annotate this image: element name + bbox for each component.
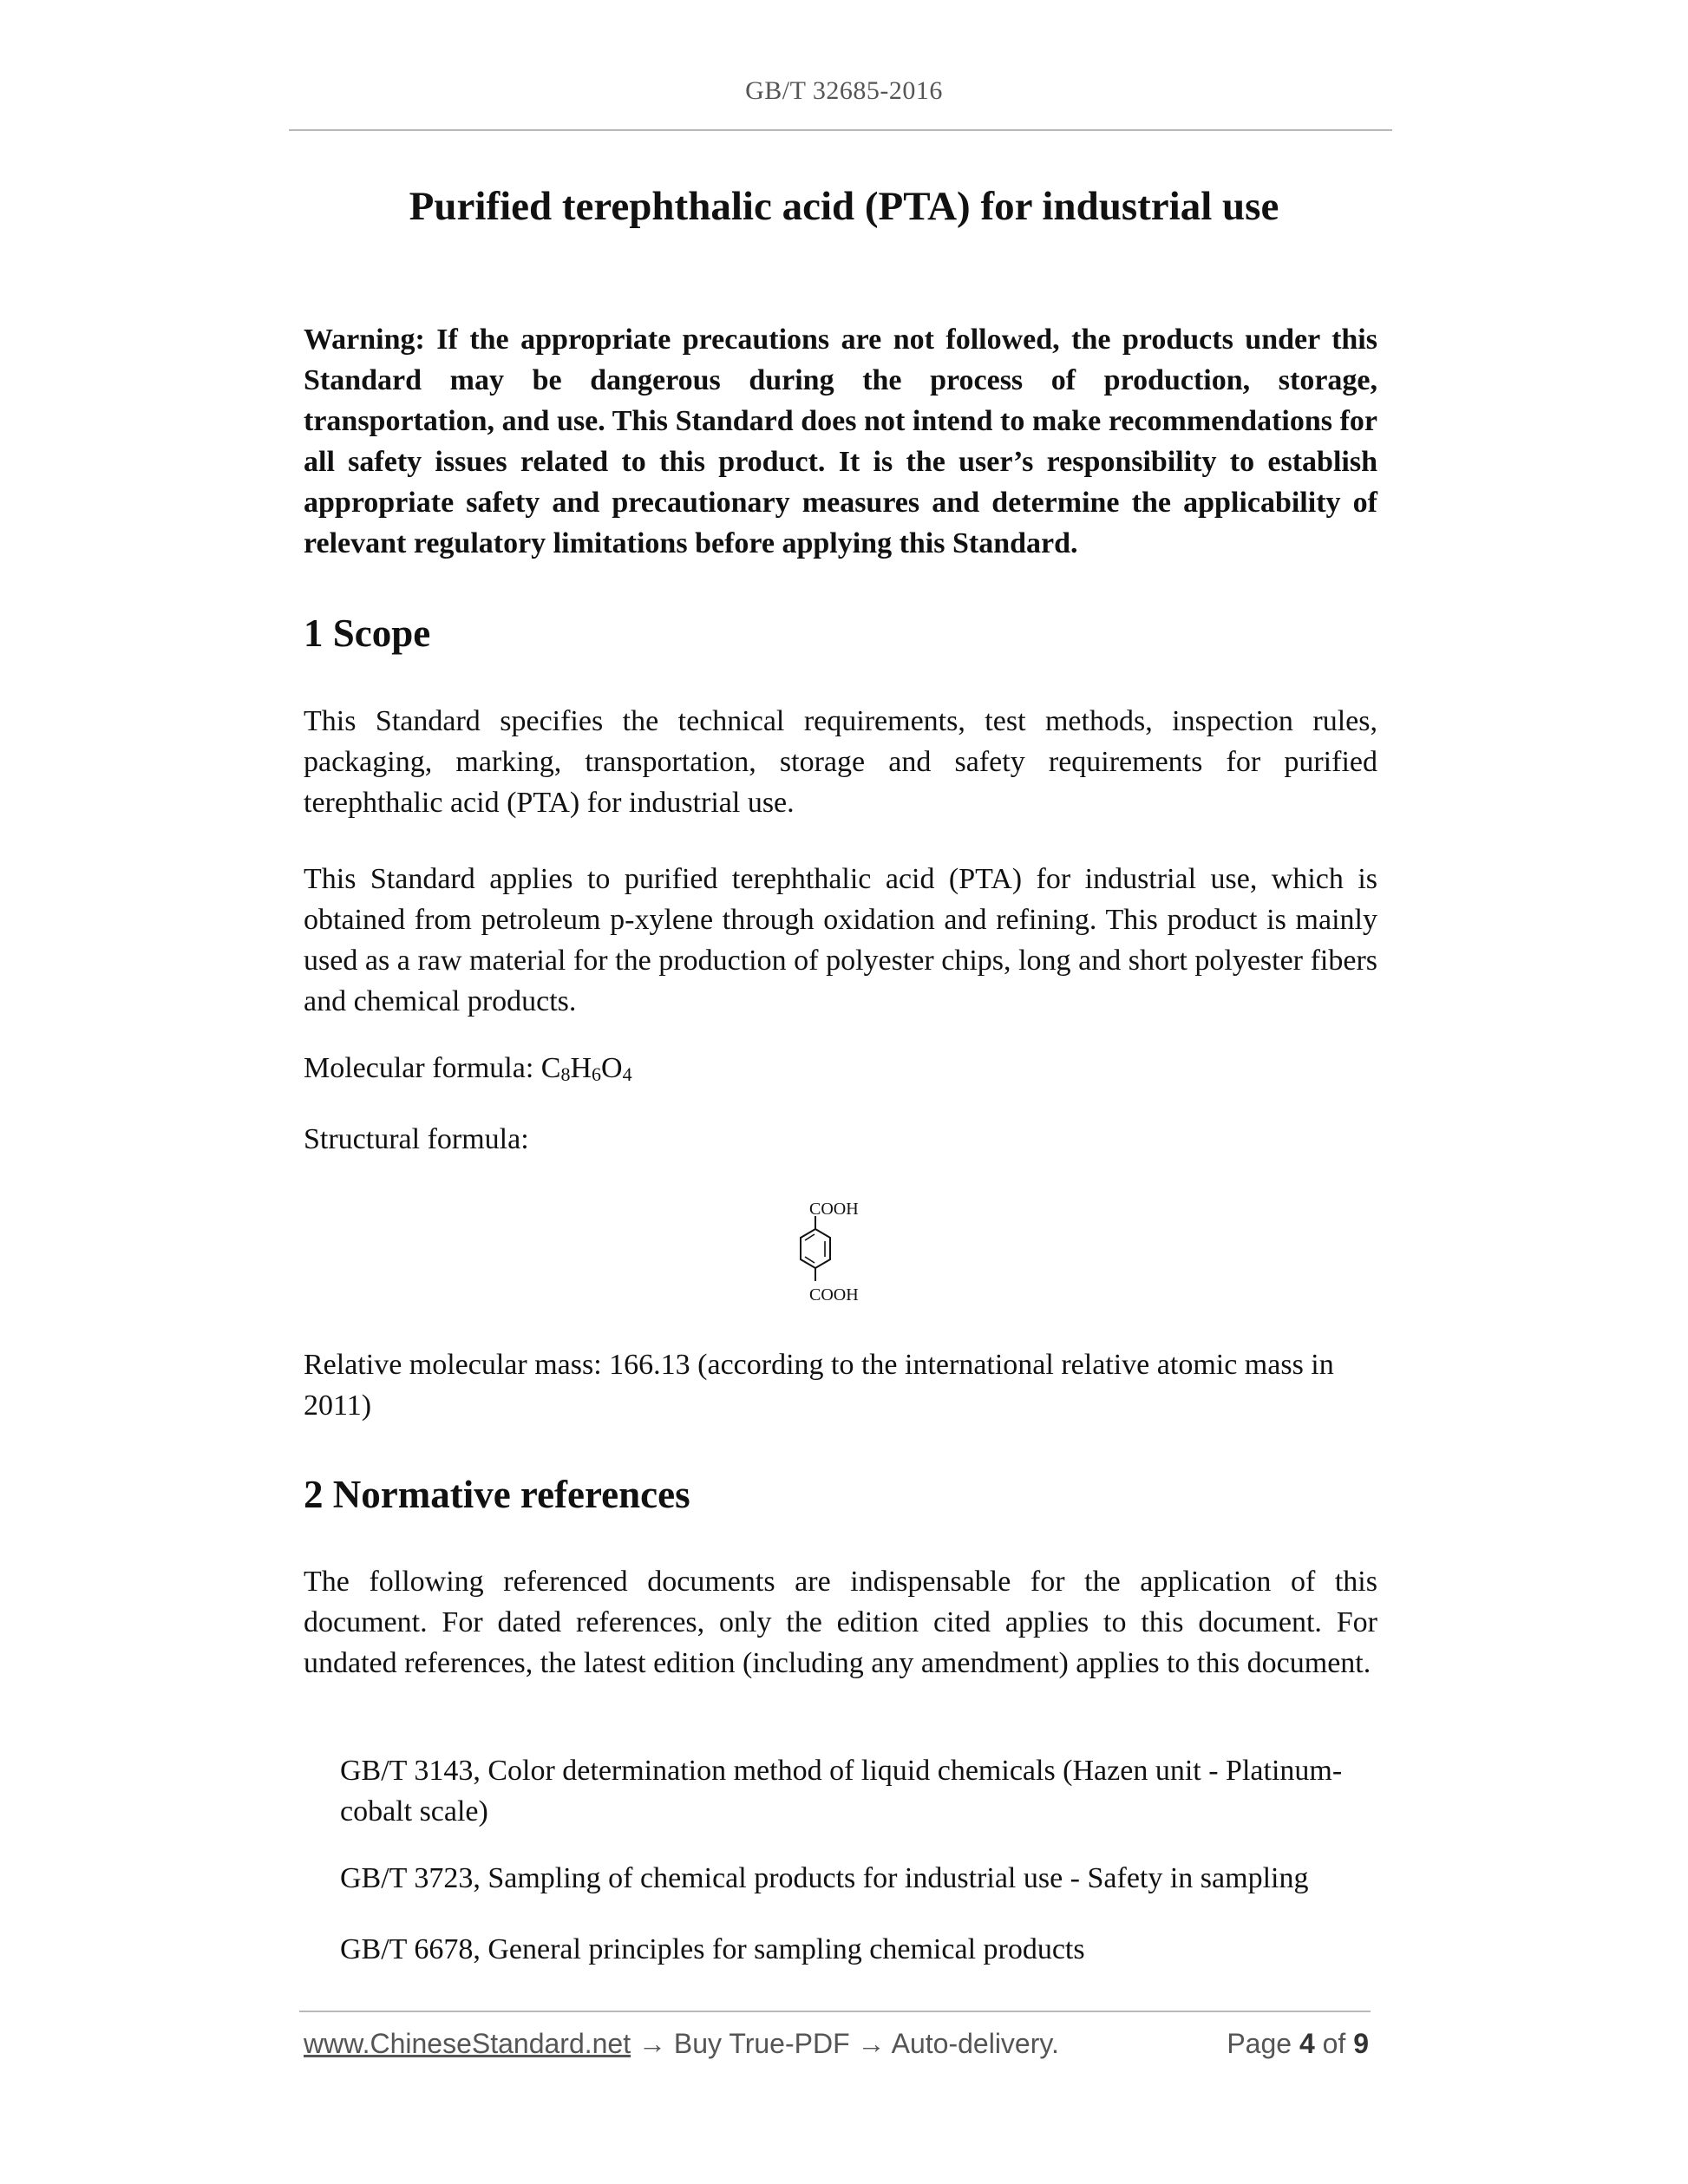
structure-bottom-group: COOH [809,1285,859,1305]
relative-mass-paragraph [304,1344,1377,1426]
page-footer [304,2028,1379,2070]
terephthalic-acid-structure-diagram [776,1190,932,1320]
molecular-formula-line [304,1048,1377,1091]
page-total: 9 [1353,2028,1369,2059]
arrow-right-icon: → [857,2028,886,2059]
warning-text: Warning: If the appropriate precautions are not followed, the products under this Standard may be dangerous during the process of production, storage, transportation, and use. This Standard does not intend to make recommendations for all safety issues related to this product. It is the user’s responsibility to establish appropriate safety and precautionary measures and determine the applicability of relevant regulatory limitations before applying this Standard. [304,324,1377,559]
warning-block [304,319,1377,564]
reference-item: GB/T 3143, Color determination method of liquid chemicals (Hazen unit - Platinum-cobalt scale) [340,1755,1343,1828]
footer-divider [299,2011,1371,2012]
normative-references-paragraph [304,1561,1377,1684]
of-label: of [1322,2028,1346,2059]
molecular-formula-label: Molecular formula: [304,1052,541,1084]
scope-text-2: This Standard applies to purified terephthalic acid (PTA) for industrial use, which is obtained from petroleum p-xylene through oxidation and refining. This product is mainly used as a raw material for the production of polyester chips, long and short polyester fibers and chemical products. [304,863,1377,1017]
reference-item: GB/T 6678, General principles for sampling chemical products [340,1933,1085,1965]
reference-item: GB/T 3723, Sampling of chemical products for industrial use - Safety in sampling [340,1862,1309,1894]
structure-top-group: COOH [809,1200,859,1219]
header-divider [289,129,1392,131]
relative-mass-text: Relative molecular mass: 166.13 (according to the international relative atomic mass in 2011) [304,1349,1334,1422]
buy-true-pdf-text: Buy True-PDF [673,2028,850,2059]
structural-formula-line [304,1119,1377,1160]
page-current: 4 [1299,2028,1315,2059]
molecular-formula: C8H6O4 [540,1052,632,1085]
chinese-standard-link[interactable]: www.ChineseStandard.net [304,2028,631,2059]
scope-text-1: This Standard specifies the technical requirements, test methods, inspection rules, packaging, marking, transportation, storage and safety requirements for purified terephthalic acid (PTA) for industrial use. [304,705,1377,819]
structural-formula-label: Structural formula: [304,1123,529,1155]
normative-references-text: The following referenced documents are indispensable for the application of this document. For dated references, only the edition cited applies to this document. For undated references, the latest edition (including any amendment) applies to this document. [304,1566,1377,1679]
scope-paragraph-2 [304,859,1377,1022]
page-label: Page [1227,2028,1292,2059]
standard-code-header: GB/T 32685-2016 [745,76,943,105]
page-number [1227,2028,1369,2060]
benzene-ring [801,1229,830,1268]
auto-delivery-text: Auto-delivery. [891,2028,1059,2059]
document-title: Purified terephthalic acid (PTA) for industrial use [409,184,1279,229]
scope-paragraph-1 [304,701,1377,823]
section-heading-scope: 1 Scope [304,611,431,655]
section-heading-normative-references: 2 Normative references [304,1473,690,1516]
arrow-right-icon: → [638,2028,666,2059]
